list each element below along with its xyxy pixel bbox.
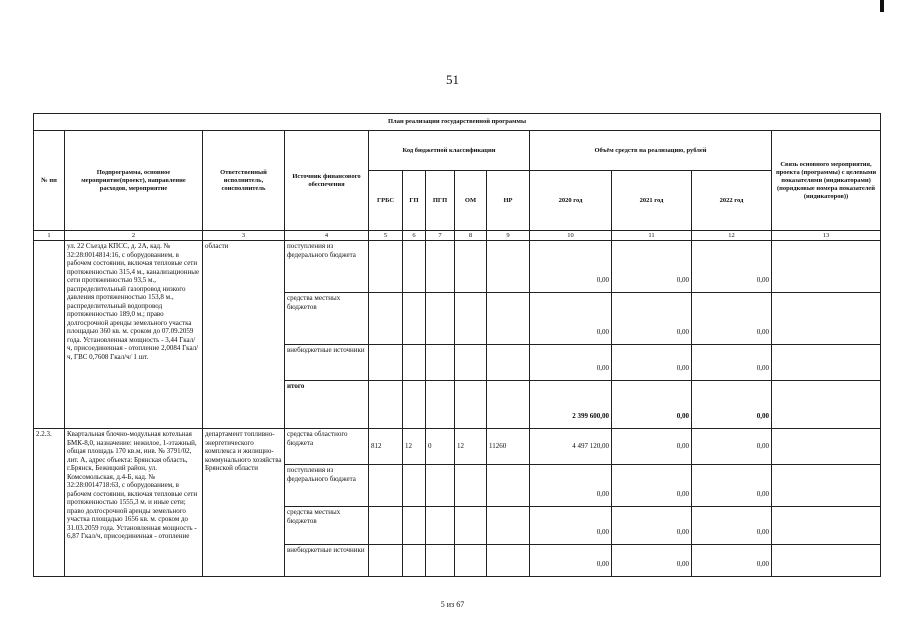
- header-no: № пп: [34, 131, 65, 231]
- index-cell: 3: [203, 231, 285, 241]
- funding-source: внебюджетные источники: [285, 345, 369, 381]
- page-number: 51: [446, 72, 459, 87]
- amount-2021-total: 0,00: [612, 381, 692, 429]
- index-cell: 9: [487, 231, 530, 241]
- index-cell: 7: [426, 231, 455, 241]
- amount-2020-total: 2 399 600,00: [530, 381, 612, 429]
- measure-description: ул. 22 Съезда КПСС, д. 2А, кад. № 32:28:0014814:16, с оборудованием, в рабочем состоянии, включая тепловые сети протяженностью 315,4 м., канализационные сети протяженностью 93,5 м., распределительный газопровод низкого давления протяженностью 153,8 м., распределительный водопровод протяженностью 189,0 м.; право долгосрочной аренды земельного участка площадью 360 кв. м. сроком до 07.09.2059 года. Установленная мощность - 3,44 Гкал/ч, присоединенная - отопление 2,0084 Гкал/ч, ГВС 0,7608 Гкал/ч/ 1 шт.: [65, 241, 203, 429]
- header-source: Источник финансового обеспечения: [285, 131, 369, 231]
- funding-source: внебюджетные источники: [285, 545, 369, 577]
- funding-source: средства местных бюджетов: [285, 293, 369, 345]
- header-nr: НР: [487, 171, 530, 231]
- header-pgp: ПГП: [426, 171, 455, 231]
- amount-2021: 0,00: [612, 293, 692, 345]
- header-grbs: ГРБС: [369, 171, 403, 231]
- code-pgp: 0: [426, 429, 455, 465]
- responsible-executor: департамент топливно-энергетического комплекса и жилищно-коммунального хозяйства Брянской области: [203, 429, 285, 577]
- amount-2022: 0,00: [692, 465, 772, 507]
- header-year-2020: 2020 год: [530, 171, 612, 231]
- table-row: [34, 429, 881, 465]
- amount-2021: 0,00: [612, 429, 692, 465]
- amount-2022: 0,00: [692, 241, 772, 293]
- page-footer: 5 из 67: [440, 600, 465, 609]
- index-cell: 12: [692, 231, 772, 241]
- code-nr: 11260: [487, 429, 530, 465]
- amount-2020: 0,00: [530, 507, 612, 545]
- header-budget-code: Код бюджетной классификации: [369, 131, 530, 171]
- header-executor: Ответственный исполнитель, соисполнитель: [203, 131, 285, 231]
- funding-source-total: итого: [285, 381, 369, 429]
- funding-source: поступления из федерального бюджета: [285, 465, 369, 507]
- funding-source: средства местных бюджетов: [285, 507, 369, 545]
- index-cell: 13: [772, 231, 881, 241]
- amount-2020: 0,00: [530, 545, 612, 577]
- index-cell: 10: [530, 231, 612, 241]
- index-cell: 6: [403, 231, 426, 241]
- index-cell: 5: [369, 231, 403, 241]
- header-volume: Объём средств на реализацию, рублей: [530, 131, 772, 171]
- index-row: [34, 231, 881, 241]
- amount-2022: 0,00: [692, 507, 772, 545]
- amount-2022: 0,00: [692, 429, 772, 465]
- amount-2020: 0,00: [530, 293, 612, 345]
- measure-description: Квартальная блочно-модульная котельная БМК-8,0, назначение: нежилое, 1-этажный, общая площадь 170 кв.м, инв. № 3791/02, лит. А, адрес объекта: Брянская область, г.Брянск, Бежицкий район, ул. Комсомольская, д.4-Б, кад. № 32:28:0014718:63, с оборудованием, в рабочем состоянии, включая тепловые сети протяженностью 1555,3 м. и иные сети; право долгосрочной аренды земельного участка площадью 1656 кв. м. сроком до 31.03.2059 года. Установленная мощность - 6,87 Гкал/ч, присоединенная - отопление: [65, 429, 203, 577]
- amount-2021: 0,00: [612, 465, 692, 507]
- amount-2020: 0,00: [530, 465, 612, 507]
- row-number: 2.2.3.: [34, 429, 65, 577]
- funding-source: поступления из федерального бюджета: [285, 241, 369, 293]
- index-cell: 8: [455, 231, 487, 241]
- amount-2022: 0,00: [692, 293, 772, 345]
- amount-2022: 0,00: [692, 345, 772, 381]
- amount-2021: 0,00: [612, 545, 692, 577]
- amount-2021: 0,00: [612, 241, 692, 293]
- index-cell: 11: [612, 231, 692, 241]
- plan-title: План реализации государственной программы: [34, 114, 881, 131]
- amount-2020: 4 497 120,00: [530, 429, 612, 465]
- header-om: ОМ: [455, 171, 487, 231]
- funding-source: средства областного бюджета: [285, 429, 369, 465]
- amount-2021: 0,00: [612, 507, 692, 545]
- index-cell: 4: [285, 231, 369, 241]
- scan-edge-mark: [880, 0, 884, 12]
- table-row: [34, 241, 881, 293]
- amount-2022: 0,00: [692, 545, 772, 577]
- budget-plan-table: [33, 113, 881, 577]
- row-number: [34, 241, 65, 429]
- index-cell: 2: [65, 231, 203, 241]
- index-cell: 1: [34, 231, 65, 241]
- amount-2022-total: 0,00: [692, 381, 772, 429]
- header-gp: ГП: [403, 171, 426, 231]
- amount-2020: 0,00: [530, 241, 612, 293]
- code-gp: 12: [403, 429, 426, 465]
- header-year-2022: 2022 год: [692, 171, 772, 231]
- amount-2021: 0,00: [612, 345, 692, 381]
- responsible-executor: области: [203, 241, 285, 429]
- code-om: 12: [455, 429, 487, 465]
- code-grbs: 812: [369, 429, 403, 465]
- header-link: Связь основного мероприятия, проекта (программы) с целевыми показателями (индикаторами) (порядковые номера показателей (индикаторов)): [772, 131, 881, 231]
- header-name: Подпрограмма, основное мероприятие(проект), направление расходов, мероприятие: [65, 131, 203, 231]
- header-year-2021: 2021 год: [612, 171, 692, 231]
- amount-2020: 0,00: [530, 345, 612, 381]
